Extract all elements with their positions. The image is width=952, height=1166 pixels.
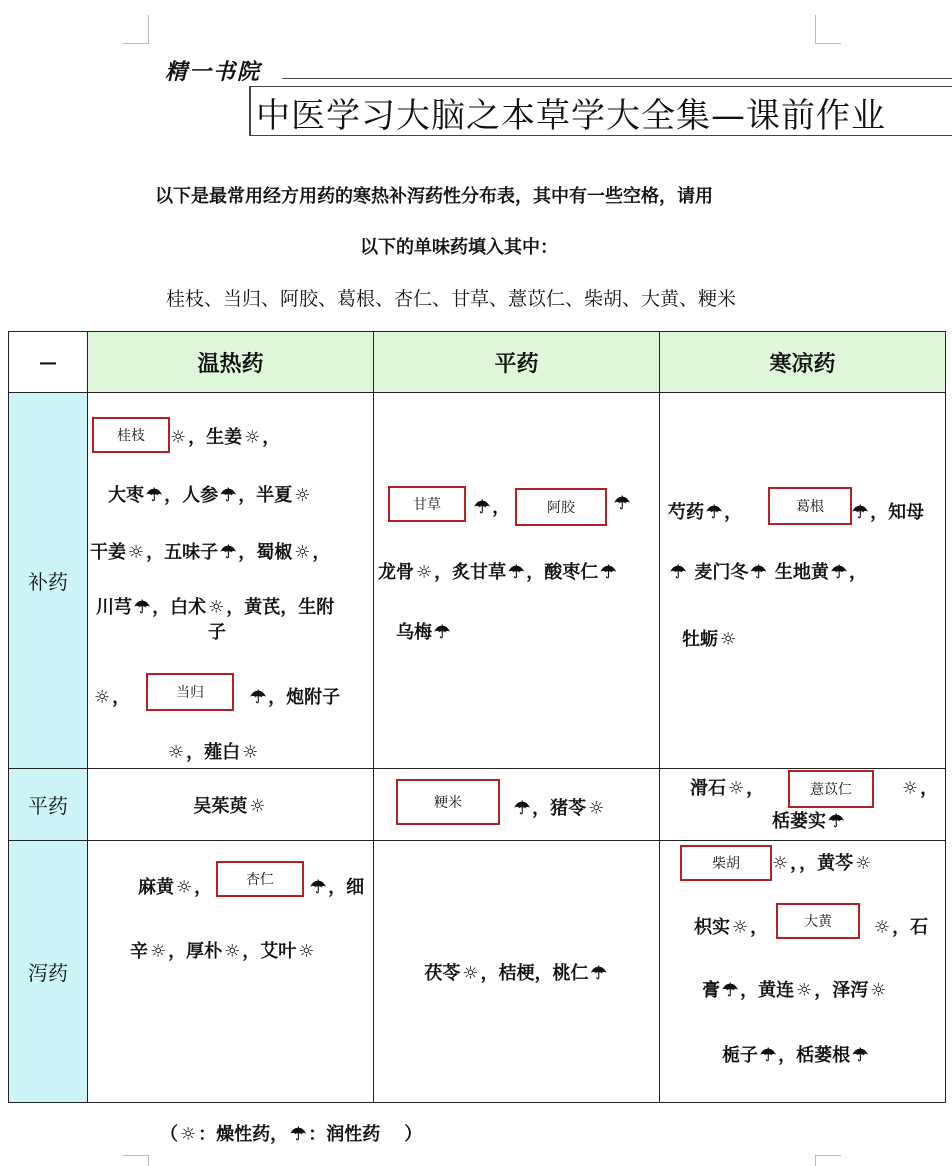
herb-text: ，泽泻 (814, 980, 869, 1001)
herb-text: ， (920, 778, 939, 799)
moist-icon: ☂ (134, 597, 151, 618)
dry-icon: ☼ (180, 1124, 197, 1145)
herb-text: 大枣 (108, 485, 144, 506)
answer-box[interactable]: 阿胶 (515, 488, 607, 526)
crop-mark-top-right (815, 15, 841, 44)
crop-mark-bottom-left (123, 1155, 149, 1166)
herb-text: ，白术 (152, 597, 207, 618)
header-warm: 温热药 (88, 332, 374, 393)
dry-icon: ☼ (150, 941, 167, 962)
header-neutral: 平药 (374, 332, 660, 393)
herb-text: 川芎 (96, 597, 132, 618)
answer-box[interactable]: 甘草 (388, 486, 466, 522)
row-label-purge: 泻药 (9, 841, 88, 1103)
herb-text: ， (790, 853, 800, 874)
dry-icon: ☼ (242, 742, 259, 763)
table-corner: — (9, 332, 88, 393)
herb-text: 辛 (130, 941, 148, 962)
legend-moist-label: ：润性药 (308, 1124, 381, 1145)
herb-text: 麻黄 (138, 877, 174, 898)
herb-text: ，知母 (870, 502, 925, 523)
cell-tonic-neutral (374, 393, 660, 769)
brand-logo: 精一书院 (165, 59, 262, 85)
legend-open: （ (160, 1124, 178, 1145)
moist-icon: ☂ (220, 485, 237, 506)
cell-neutral-warm (88, 769, 374, 841)
legend (160, 1120, 422, 1146)
moist-icon: ☂ (310, 877, 327, 898)
dry-icon: ☼ (902, 778, 919, 799)
dry-icon: ☼ (208, 597, 225, 618)
answer-box[interactable]: 葛根 (768, 487, 852, 525)
herb-text: ，酸枣仁 (526, 562, 599, 583)
herb-text: ， (750, 917, 769, 938)
moist-icon: ☂ (514, 798, 531, 819)
herb-text: 子 (208, 622, 226, 643)
herb-text: 枳实 (694, 917, 730, 938)
moist-icon: ☂ (760, 1045, 777, 1066)
herb-text: ， (312, 542, 331, 563)
herb-text: 栝蒌实 (772, 811, 826, 832)
row-label-neutral: 平药 (9, 769, 88, 841)
cell-purge-cold (660, 841, 946, 1103)
moist-icon: ☂ (474, 497, 491, 518)
herb-text: ，黄芪，生附 (226, 597, 335, 618)
dry-icon: ☼ (462, 962, 479, 984)
answer-box[interactable]: 柴胡 (680, 845, 772, 881)
moist-icon: ☂ (508, 562, 525, 583)
dry-icon: ☼ (772, 853, 789, 874)
herb-text: ，炮附子 (268, 687, 341, 708)
herb-text: ， (848, 562, 867, 583)
moist-icon: ☂ (290, 1124, 307, 1145)
moist-icon: ☂ (830, 562, 847, 583)
herb-text: ， (492, 497, 511, 518)
dry-icon: ☼ (94, 687, 111, 708)
moist-icon: ☂ (434, 622, 451, 643)
herb-text: ，石 (892, 917, 929, 938)
herb-text: ， (194, 877, 213, 898)
herb-text: ，黄芩 (799, 853, 854, 874)
dry-icon: ☼ (298, 941, 315, 962)
dry-icon: ☼ (588, 798, 605, 819)
answer-box[interactable]: 薏苡仁 (788, 770, 874, 808)
herb-text: 麦门冬 (694, 562, 749, 583)
moist-icon: ☂ (750, 562, 767, 583)
legend-dry-label: ：燥性药， (198, 1124, 289, 1145)
dry-icon: ☼ (732, 917, 749, 938)
herb-text: ，黄连 (740, 980, 795, 1001)
moist-icon: ☂ (220, 542, 237, 563)
moist-icon: ☂ (852, 502, 869, 523)
herb-property-table (8, 331, 946, 1103)
herb-text: ，蜀椒 (238, 542, 293, 563)
dry-icon: ☼ (176, 877, 193, 898)
intro-line-1: 以下是最常用经方用药的寒热补泻药性分布表，其中有一些空格，请用 (155, 186, 713, 207)
moist-icon: ☂ (250, 687, 267, 708)
dry-icon: ☼ (855, 853, 872, 874)
herb-text: ， (262, 427, 281, 448)
herb-text: 滑石 (690, 778, 726, 799)
answer-box[interactable]: 大黄 (776, 903, 860, 939)
dry-icon: ☼ (416, 562, 433, 583)
herb-text: ， (746, 778, 765, 799)
dry-icon: ☼ (796, 980, 813, 1001)
moist-icon: ☂ (852, 1045, 869, 1066)
dry-icon: ☼ (294, 485, 311, 506)
row-label-tonic: 补药 (9, 393, 88, 769)
herb-text: 吴茱萸 (193, 795, 248, 817)
dry-icon: ☼ (244, 427, 261, 448)
intro-line-2: 以下的单味药填入其中： (360, 237, 558, 258)
dry-icon: ☼ (294, 542, 311, 563)
herb-text: 生地黄 (774, 562, 829, 583)
herb-text: ，半夏 (238, 485, 293, 506)
herb-text: ，桔梗，桃仁 (480, 962, 589, 984)
cell-neutral-cold (660, 769, 946, 841)
dry-icon: ☼ (224, 941, 241, 962)
cell-neutral-neutral (374, 769, 660, 841)
page-title: 中医学习大脑之本草学大全集—课前作业 (256, 96, 886, 136)
dry-icon: ☼ (720, 629, 737, 650)
dry-icon: ☼ (249, 795, 266, 817)
answer-box[interactable]: 桂枝 (92, 417, 170, 453)
header-rule (282, 78, 952, 79)
herb-text: ，五味子 (146, 542, 219, 563)
herb-text: ，猪苓 (532, 798, 587, 819)
herb-text: ，细 (328, 877, 365, 898)
herb-text: ，人参 (164, 485, 219, 506)
herb-text: ， (112, 687, 131, 708)
crop-mark-bottom-right (815, 1155, 841, 1166)
herb-text: 栀子 (722, 1045, 758, 1066)
answer-box[interactable]: 粳米 (396, 779, 500, 825)
herb-text: 干姜 (90, 542, 126, 563)
dry-icon: ☼ (728, 778, 745, 799)
moist-icon: ☂ (722, 980, 739, 1001)
moist-icon: ☂ (614, 493, 631, 514)
moist-icon: ☂ (146, 485, 163, 506)
herb-text: ，厚朴 (168, 941, 223, 962)
herb-text: 芍药 (668, 502, 704, 523)
dry-icon: ☼ (874, 917, 891, 938)
herb-text: 乌梅 (396, 622, 432, 643)
moist-icon: ☂ (670, 562, 687, 583)
dry-icon: ☼ (170, 427, 187, 448)
crop-mark-top-left (123, 15, 149, 44)
moist-icon: ☂ (706, 502, 723, 523)
moist-icon: ☂ (590, 962, 607, 984)
herb-text: 膏 (702, 980, 720, 1001)
dry-icon: ☼ (128, 542, 145, 563)
legend-close: ） (404, 1124, 423, 1145)
dry-icon: ☼ (870, 980, 887, 1001)
answer-box[interactable]: 当归 (146, 673, 234, 711)
herb-text: ，艾叶 (242, 941, 297, 962)
cell-tonic-cold (660, 393, 946, 769)
header-cold: 寒凉药 (660, 332, 946, 393)
herb-text: 龙骨 (378, 562, 414, 583)
moist-icon: ☂ (828, 811, 845, 832)
cell-tonic-warm (88, 393, 374, 769)
herb-text: ，炙甘草 (434, 562, 507, 583)
herb-text: ， (724, 502, 743, 523)
dry-icon: ☼ (168, 742, 185, 763)
answer-box[interactable]: 杏仁 (216, 861, 304, 897)
moist-icon: ☂ (600, 562, 617, 583)
cell-purge-warm (88, 841, 374, 1103)
herb-text: 牡蛎 (682, 629, 718, 650)
herb-list: 桂枝、当归、阿胶、葛根、杏仁、甘草、薏苡仁、柴胡、大黄、粳米 (166, 288, 737, 310)
herb-text: ，生姜 (188, 427, 243, 448)
herb-text: 茯苓 (424, 962, 461, 984)
cell-purge-neutral (374, 841, 660, 1103)
herb-text: ，栝蒌根 (778, 1045, 851, 1066)
herb-text: ，薤白 (186, 742, 241, 763)
